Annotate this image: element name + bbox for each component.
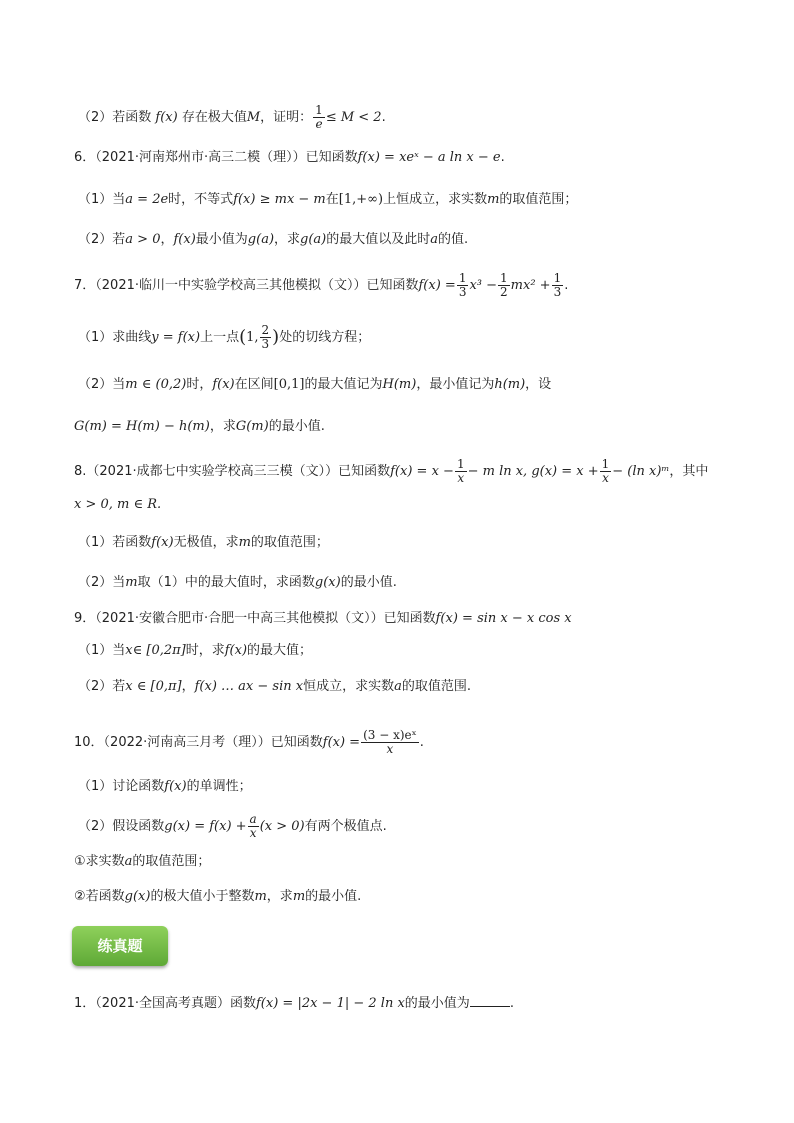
text: 存在极大值 xyxy=(177,110,247,125)
real-q1: 1．（2021·全国高考真题）函数f(x) = |2x − 1| − 2 ln x的最小值为 . xyxy=(74,996,514,1011)
q8-condition: x > 0, m ∈ R. xyxy=(74,497,162,512)
q6-header: 6．（2021·河南郑州市·高三二模（理））已知函数f(x) = xeˣ − a ln x − e. xyxy=(74,150,505,165)
q10-sub1: ①求实数a的取值范围； xyxy=(74,854,211,869)
q6-part2: （2）若a > 0，f(x)最小值为g(a)，求g(a)的最大值以及此时a的值. xyxy=(78,232,469,247)
q10-part2: （2）假设函数g(x) = f(x) + $\frac{a}{x}$ (x > 0)有两个极值点. xyxy=(78,812,387,840)
q6-part1: （1）当a = 2e时，不等式f(x) ≥ mx − m在[1,+∞)上恒成立，求实数m的取值范围； xyxy=(78,192,578,207)
q8-part1: （1）若函数f(x)无极值，求m的取值范围； xyxy=(78,535,329,550)
q5-part2: （2）若函数 f(x) 存在极大值M，证明： $\frac{1}{e}$ ≤ M < 2. xyxy=(78,103,386,131)
math: f(x) xyxy=(155,110,178,125)
q9-part1: （1）当x∈ [0,2π]时，求f(x)的最大值； xyxy=(78,643,313,658)
q10-header: 10．（2022·河南高三月考（理））已知函数f(x) = $\frac{\text{(3 − x)eˣ}}{x}$ . xyxy=(74,728,424,756)
q7-header: 7．（2021·临川一中实验学校高三其他模拟（文））已知函数f(x) = $\frac{1}{3}$ x³ − $\frac{1}{2}$ mx² + $\frac{1}{3}$ . xyxy=(74,271,569,299)
q7-part2: （2）当m ∈ (0,2)时，f(x)在区间[0,1]的最大值记为H(m)，最小值记为h(m)，设 xyxy=(78,377,552,392)
q8-part2: （2）当m取（1）中的最大值时，求函数g(x)的最小值. xyxy=(78,575,397,590)
q7-part1: （1）求曲线y = f(x)上一点(1, $\frac{2}{3}$ )处的切线方程； xyxy=(78,323,371,351)
math: f(x) = xeˣ − a ln x − e xyxy=(357,150,501,165)
q7-part2-cont: G(m) = H(m) − h(m)，求G(m)的最小值. xyxy=(74,419,325,434)
q10-part1: （1）讨论函数f(x)的单调性； xyxy=(78,779,252,794)
text: 6．（2021·河南郑州市·高三二模（理））已知函数 xyxy=(74,150,358,165)
text: （2）若函数 xyxy=(78,110,156,125)
text: ，证明： xyxy=(260,110,313,125)
math: ≤ M < 2 xyxy=(325,110,382,125)
q9-part2: （2）若x ∈ [0,π]，f(x) … ax − sin x恒成立，求实数a的取值范围. xyxy=(78,679,471,694)
math: M xyxy=(246,110,261,125)
q10-sub2: ②若函数g(x)的极大值小于整数m，求m的最小值. xyxy=(74,889,362,904)
fraction: $\frac{1}{e}$ xyxy=(315,103,323,131)
q9-header: 9．（2021·安徽合肥市·合肥一中高三其他模拟（文））已知函数f(x) = sin x − x cos x xyxy=(74,611,572,626)
practice-real-questions-badge: 练真题 xyxy=(72,926,168,966)
answer-blank[interactable] xyxy=(470,994,510,1007)
q8-header: 8.（2021·成都七中实验学校高三三模（文））已知函数f(x) = x − $\frac{1}{x}$ − m ln x, g(x) = x + $\frac{1}{x}$ − (ln x)ᵐ，其中 xyxy=(74,457,709,485)
